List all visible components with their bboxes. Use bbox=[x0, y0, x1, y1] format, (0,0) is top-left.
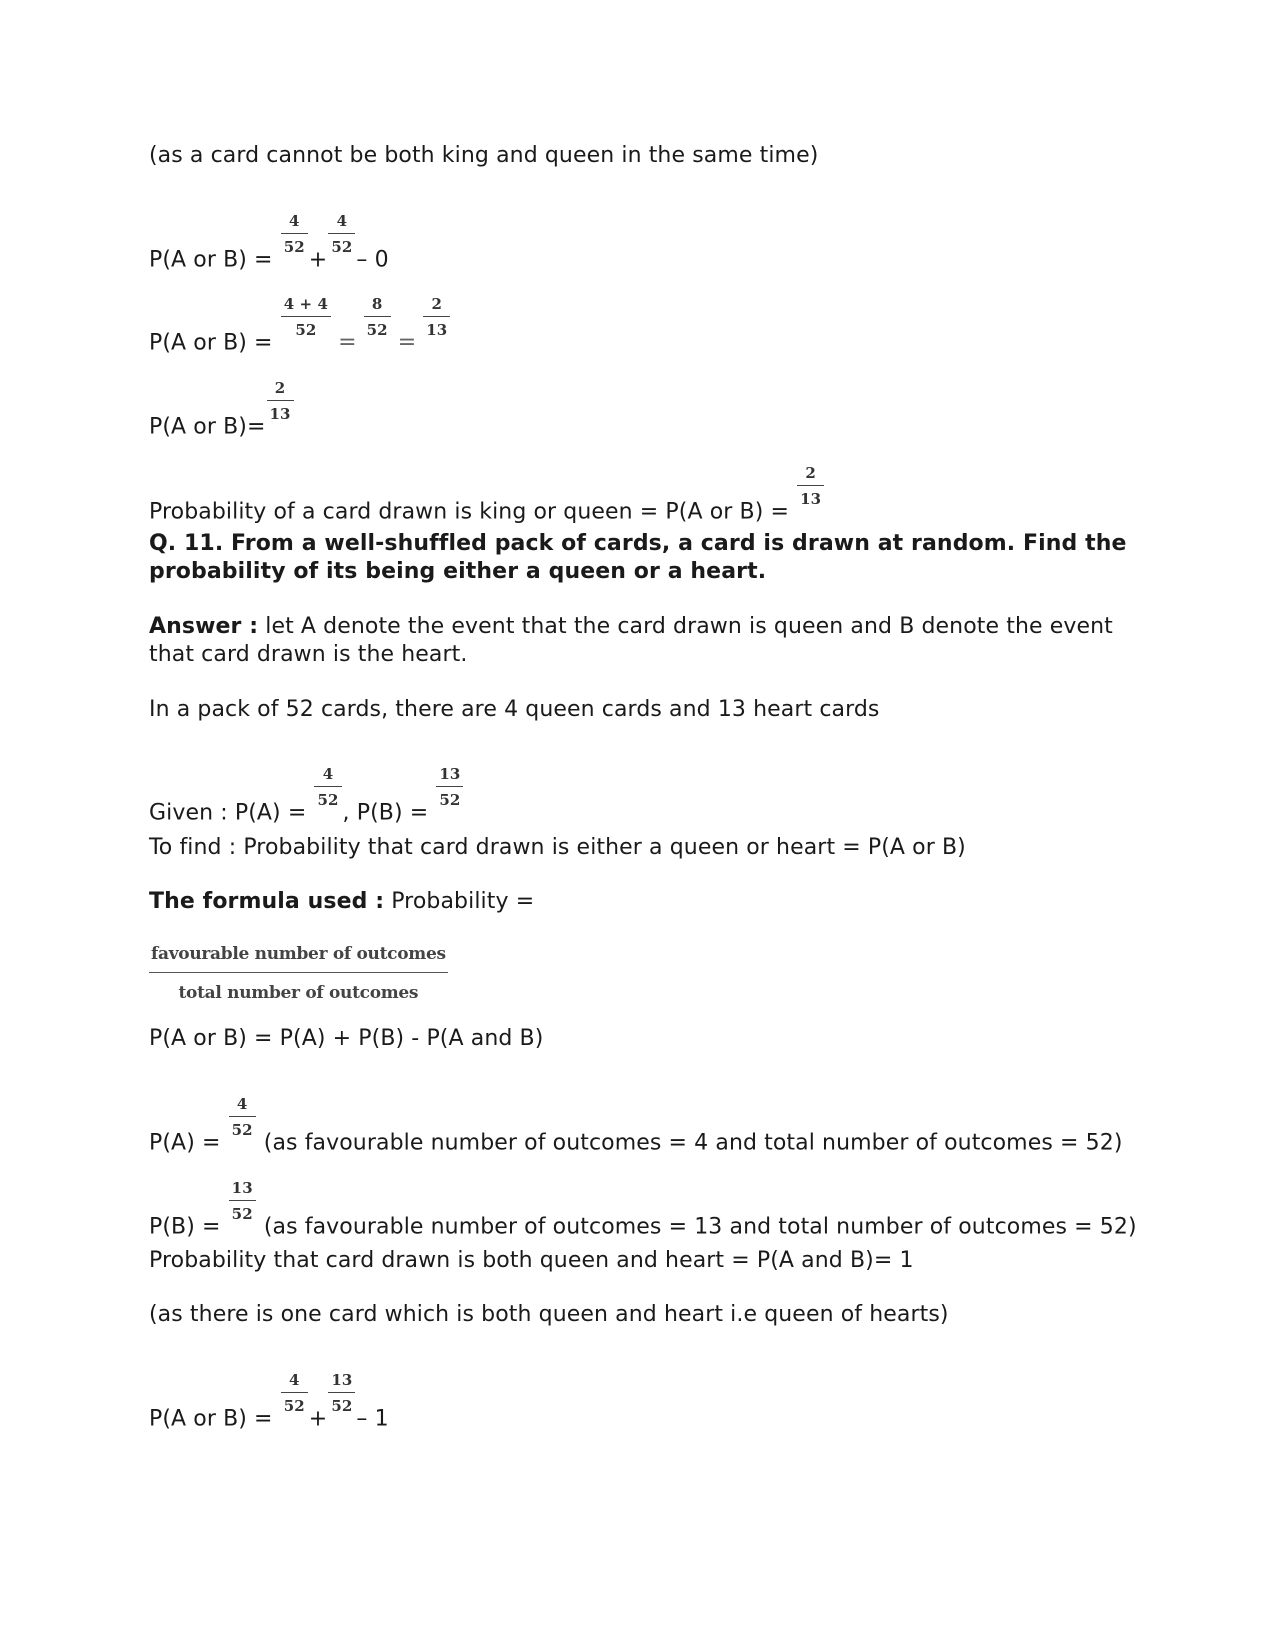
formula-4 bbox=[149, 464, 825, 526]
question-11 bbox=[149, 530, 1129, 586]
fraction bbox=[281, 296, 331, 339]
formula-tail: – 0 bbox=[356, 247, 389, 273]
rule-text: P(A or B) = P(A) + P(B) - P(A and B) bbox=[149, 1026, 544, 1051]
pack-text: In a pack of 52 cards, there are 4 queen cards and 13 heart cards bbox=[149, 697, 880, 722]
formula-lhs: P(A or B)= bbox=[149, 414, 266, 440]
formula-label: The formula used : bbox=[149, 889, 385, 914]
given-lhs: Given : P(A) = bbox=[149, 800, 307, 826]
pack-statement bbox=[149, 696, 880, 724]
answer-text: let A denote the event that the card drawn is queen and B denote the event that card drawn is the heart. bbox=[149, 614, 1113, 667]
pb-line bbox=[149, 1179, 1137, 1241]
formula-lhs: P(A or B) = bbox=[149, 1406, 273, 1432]
equals-sign: = bbox=[397, 330, 417, 356]
fraction bbox=[281, 213, 308, 256]
both-note-text: (as there is one card which is both queen and heart i.e queen of hearts) bbox=[149, 1302, 949, 1327]
numerator: 2 bbox=[267, 380, 294, 401]
pa-text: (as favourable number of outcomes = 4 and total number of outcomes = 52) bbox=[256, 1130, 1123, 1156]
fraction bbox=[229, 1096, 256, 1139]
formula-lhs: Probability of a card drawn is king or queen = P(A or B) = bbox=[149, 499, 790, 525]
addition-rule bbox=[149, 1025, 543, 1053]
denominator: 13 bbox=[800, 490, 822, 508]
numerator: 4 bbox=[314, 766, 341, 787]
formula-1 bbox=[149, 212, 389, 274]
numerator: 4 bbox=[281, 1372, 308, 1393]
equals-sign: = bbox=[338, 330, 357, 356]
numerator: 4 bbox=[229, 1096, 256, 1117]
to-find-line bbox=[149, 834, 966, 862]
denominator: 52 bbox=[366, 321, 388, 339]
numerator: 13 bbox=[436, 766, 463, 787]
denominator: 52 bbox=[283, 1397, 305, 1415]
fraction bbox=[149, 940, 448, 1007]
fraction bbox=[364, 296, 391, 339]
fraction bbox=[436, 766, 463, 809]
numerator: 4 bbox=[328, 213, 355, 234]
denominator: 52 bbox=[317, 791, 339, 809]
denominator: 52 bbox=[231, 1121, 253, 1139]
numerator: 13 bbox=[328, 1372, 355, 1393]
formula-2 bbox=[149, 295, 451, 357]
fraction bbox=[328, 1372, 355, 1415]
numerator: 2 bbox=[423, 296, 450, 317]
formula-5 bbox=[149, 1371, 389, 1433]
denominator: 13 bbox=[269, 405, 291, 423]
pb-text: (as favourable number of outcomes = 13 and total number of outcomes = 52) bbox=[256, 1214, 1137, 1240]
numerator: favourable number of outcomes bbox=[149, 940, 448, 973]
note-text: (as a card cannot be both king and queen in the same time) bbox=[149, 143, 819, 168]
fraction bbox=[314, 766, 341, 809]
fraction bbox=[281, 1372, 308, 1415]
denominator: 52 bbox=[283, 238, 305, 256]
denominator: 52 bbox=[231, 1205, 253, 1223]
formula-tail: – 1 bbox=[356, 1406, 389, 1432]
pa-lhs: P(A) = bbox=[149, 1130, 221, 1156]
both-text: Probability that card drawn is both queen and heart = P(A and B)= 1 bbox=[149, 1248, 914, 1273]
numerator: 4 + 4 bbox=[281, 296, 331, 317]
numerator: 13 bbox=[229, 1180, 256, 1201]
question-text: Q. 11. From a well-shuffled pack of cards, a card is drawn at random. Find the probability of its being either a queen or a heart. bbox=[149, 531, 1127, 584]
denominator: 52 bbox=[439, 791, 461, 809]
denominator: total number of outcomes bbox=[178, 983, 419, 1003]
numerator: 4 bbox=[281, 213, 308, 234]
numerator: 8 bbox=[364, 296, 391, 317]
fraction bbox=[328, 213, 355, 256]
formula-lhs: P(A or B) = bbox=[149, 330, 273, 356]
pa-line bbox=[149, 1095, 1123, 1157]
plus-sign: + bbox=[308, 247, 328, 273]
given-mid: , P(B) = bbox=[342, 800, 429, 826]
denominator: 52 bbox=[295, 321, 317, 339]
fraction bbox=[267, 380, 294, 423]
formula-3 bbox=[149, 379, 295, 441]
plus-sign: + bbox=[308, 1406, 328, 1432]
fraction bbox=[797, 465, 824, 508]
formula-lhs: P(A or B) = bbox=[149, 247, 273, 273]
formula-used-line bbox=[149, 888, 534, 916]
both-line bbox=[149, 1247, 914, 1275]
fraction bbox=[229, 1180, 256, 1223]
denominator: 13 bbox=[426, 321, 448, 339]
probability-fraction bbox=[149, 940, 448, 1007]
note-king-queen bbox=[149, 142, 818, 170]
fraction bbox=[423, 296, 450, 339]
answer-paragraph bbox=[149, 613, 1129, 669]
numerator: 2 bbox=[797, 465, 824, 486]
given-line bbox=[149, 765, 464, 827]
denominator: 52 bbox=[331, 238, 353, 256]
pb-lhs: P(B) = bbox=[149, 1214, 221, 1240]
to-find-text: To find : Probability that card drawn is either a queen or heart = P(A or B) bbox=[149, 835, 966, 860]
answer-label: Answer : bbox=[149, 614, 259, 639]
denominator: 52 bbox=[331, 1397, 353, 1415]
formula-text: Probability = bbox=[384, 889, 535, 914]
both-note bbox=[149, 1301, 949, 1329]
